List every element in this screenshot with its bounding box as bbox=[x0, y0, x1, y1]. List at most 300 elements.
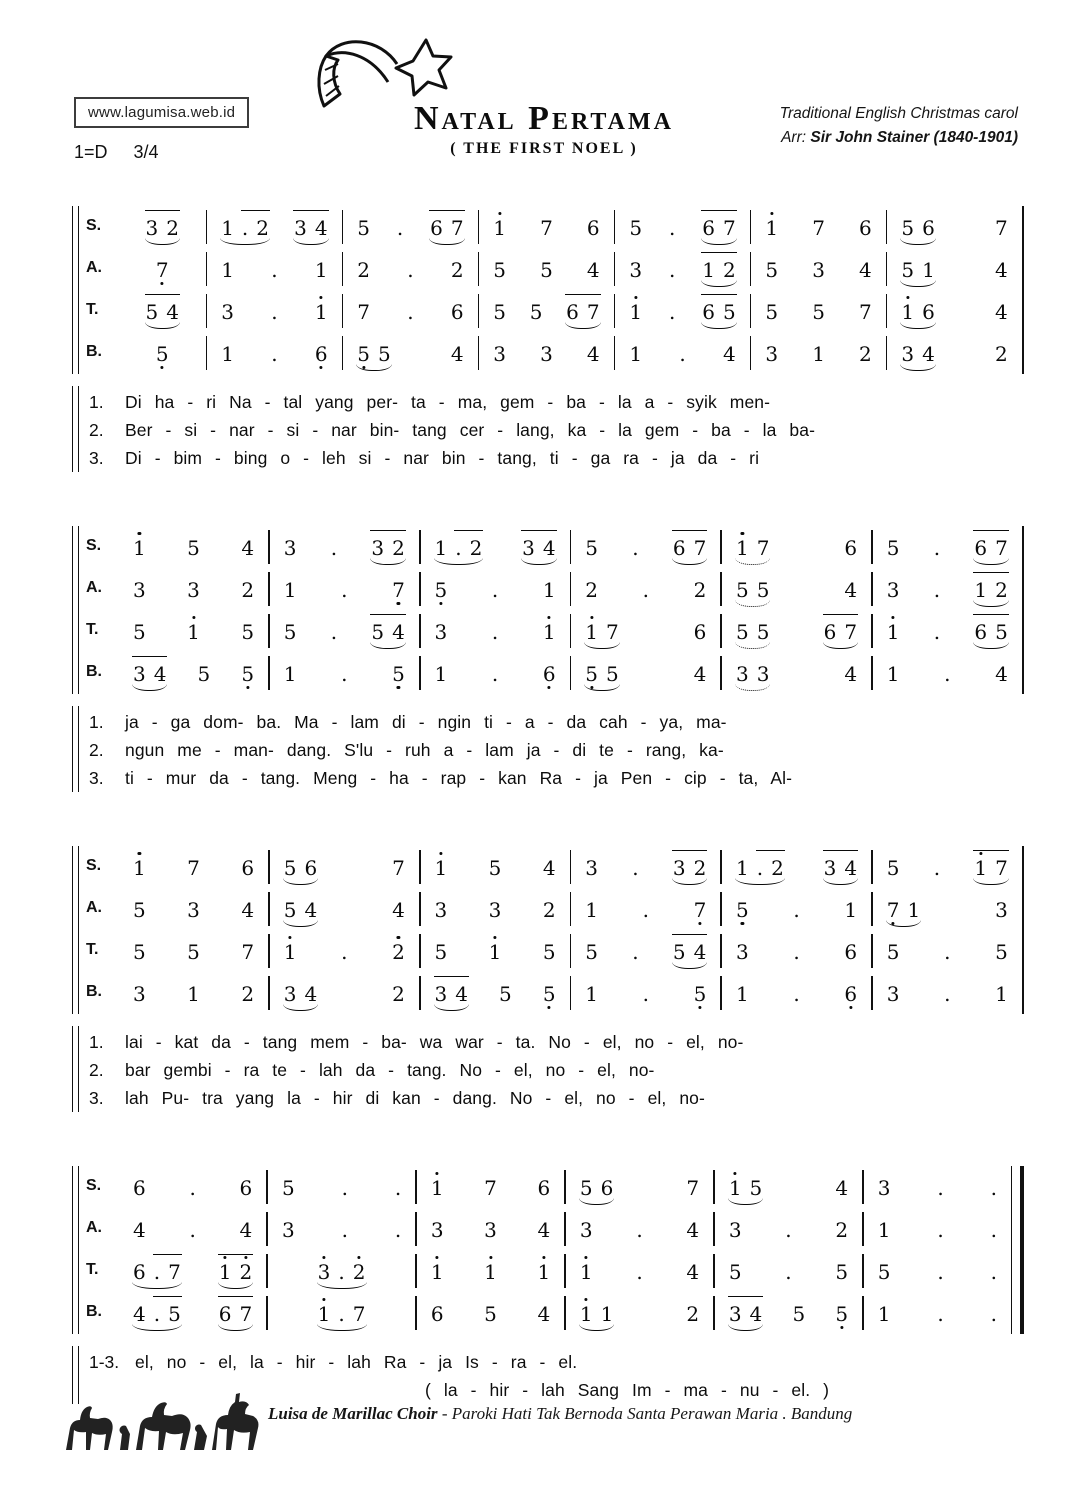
lyric-row bbox=[79, 1348, 1024, 1376]
beat-group bbox=[241, 942, 254, 962]
measure bbox=[417, 1208, 564, 1250]
beat-group bbox=[694, 984, 707, 1004]
lyrics-block bbox=[72, 706, 1024, 792]
beat-group bbox=[694, 580, 707, 600]
beat-group bbox=[357, 344, 390, 364]
note: 6 bbox=[844, 982, 858, 1006]
measure bbox=[119, 206, 206, 248]
beat-group bbox=[901, 260, 934, 280]
voice-label: A. bbox=[86, 259, 102, 276]
note: . bbox=[990, 1218, 998, 1242]
note: 2 bbox=[835, 1218, 849, 1242]
beat-group bbox=[431, 1262, 444, 1282]
note: 5 bbox=[995, 940, 1008, 964]
note: 5 bbox=[995, 620, 1008, 644]
note: 1 bbox=[283, 662, 297, 686]
beat-group bbox=[736, 984, 749, 1004]
beat-group bbox=[341, 942, 347, 962]
measure bbox=[421, 930, 570, 972]
note: . bbox=[642, 982, 649, 1006]
notes-block bbox=[72, 1166, 1024, 1334]
beat-group bbox=[587, 344, 600, 364]
verse-number: 2. bbox=[89, 420, 104, 440]
beam-overline bbox=[973, 614, 1008, 615]
note: 1 bbox=[922, 258, 935, 282]
note: . bbox=[642, 578, 649, 602]
measure bbox=[421, 610, 570, 652]
note: 6 bbox=[974, 620, 988, 644]
note: 1 bbox=[133, 856, 146, 880]
note: 1 bbox=[430, 1260, 444, 1284]
lyrics-start-barline bbox=[72, 386, 79, 472]
beat-group bbox=[901, 344, 934, 364]
note: 6 bbox=[241, 856, 255, 880]
note: 6 bbox=[133, 1260, 146, 1284]
note: 7 bbox=[352, 1302, 366, 1326]
note: 5 bbox=[812, 300, 825, 324]
beat-group bbox=[189, 1178, 195, 1198]
note: 7 bbox=[187, 856, 200, 880]
beam-overline bbox=[454, 530, 483, 531]
beat-group bbox=[729, 1178, 762, 1198]
note: 1 bbox=[317, 1302, 331, 1326]
beat-group bbox=[133, 984, 146, 1004]
beat-group bbox=[729, 1220, 742, 1240]
note: . bbox=[271, 300, 278, 324]
beat-group bbox=[765, 260, 778, 280]
note: 2 bbox=[693, 578, 707, 602]
measure bbox=[566, 1166, 713, 1208]
note: . bbox=[933, 856, 941, 880]
note: . bbox=[407, 300, 414, 324]
beat-group bbox=[284, 858, 317, 878]
measure bbox=[571, 972, 720, 1014]
beat-group bbox=[887, 580, 900, 600]
notes-block bbox=[72, 206, 1024, 374]
note: 2 bbox=[241, 982, 255, 1006]
beat-group bbox=[493, 218, 506, 238]
beat-group bbox=[499, 984, 512, 1004]
note: 6 bbox=[430, 216, 443, 240]
note: 7 bbox=[540, 216, 553, 240]
beat-group bbox=[241, 580, 254, 600]
note: 3 bbox=[281, 1218, 295, 1242]
note: 3 bbox=[877, 1176, 891, 1200]
beat-group bbox=[492, 580, 498, 600]
measure bbox=[479, 206, 613, 248]
measure bbox=[270, 610, 419, 652]
measure bbox=[343, 248, 477, 290]
beat-group bbox=[492, 664, 498, 684]
note: 3 bbox=[133, 662, 146, 686]
score bbox=[72, 206, 1024, 1458]
note: . bbox=[341, 1176, 348, 1200]
beat-group bbox=[451, 302, 464, 322]
beam-overline bbox=[823, 614, 858, 615]
note: 7 bbox=[450, 216, 464, 240]
measure bbox=[421, 888, 570, 930]
note: 5 bbox=[542, 982, 556, 1006]
note: . bbox=[330, 620, 338, 644]
measure bbox=[479, 290, 613, 332]
note: . bbox=[990, 1302, 998, 1326]
note: 5 bbox=[488, 856, 502, 880]
beat-group bbox=[392, 942, 405, 962]
beat-group bbox=[765, 344, 778, 364]
lyrics-block bbox=[72, 1026, 1024, 1112]
beat-group bbox=[543, 664, 556, 684]
beat-group bbox=[156, 260, 169, 280]
beat-group bbox=[585, 984, 598, 1004]
measure bbox=[119, 526, 268, 568]
beat-group bbox=[974, 622, 1007, 642]
note: . bbox=[394, 1176, 402, 1200]
beat-group bbox=[395, 1178, 401, 1198]
measure bbox=[417, 1292, 564, 1334]
measure bbox=[268, 1250, 415, 1292]
beam-overline bbox=[293, 210, 328, 211]
note: 7 bbox=[995, 856, 1008, 880]
measure bbox=[571, 610, 720, 652]
note: 5 bbox=[499, 982, 512, 1006]
note: 1 bbox=[187, 982, 200, 1006]
note: 5 bbox=[493, 258, 507, 282]
measure bbox=[566, 1208, 713, 1250]
beat-group bbox=[859, 344, 872, 364]
note: 5 bbox=[901, 216, 915, 240]
beat-group bbox=[484, 1304, 497, 1324]
voice-label: S. bbox=[86, 537, 102, 554]
beat-group bbox=[824, 622, 857, 642]
beat-group bbox=[887, 942, 900, 962]
beat-group bbox=[944, 664, 950, 684]
beat-group bbox=[587, 260, 600, 280]
note: 5 bbox=[585, 536, 598, 560]
note: 5 bbox=[241, 620, 255, 644]
note: 5 bbox=[672, 940, 686, 964]
measure bbox=[119, 332, 206, 374]
beat-group bbox=[835, 1304, 848, 1324]
note: 3 bbox=[756, 662, 770, 686]
verse-number: 1. bbox=[89, 1032, 104, 1052]
beat-group bbox=[765, 218, 778, 238]
note: 5 bbox=[756, 620, 770, 644]
lyric-text: ti - mur da - tang. Meng - ha - rap - kan Ra - ja Pen - cip - ta, Al- bbox=[125, 768, 793, 788]
beat-group bbox=[371, 538, 404, 558]
beam-overline bbox=[672, 530, 707, 531]
beat-group bbox=[489, 942, 502, 962]
beat-group bbox=[736, 942, 749, 962]
beam-overline bbox=[145, 210, 180, 211]
lyrics-start-barline bbox=[72, 1026, 79, 1112]
beat-group bbox=[937, 1178, 943, 1198]
note: 1 bbox=[844, 898, 858, 922]
beam-overline bbox=[973, 572, 1008, 573]
note: 6 bbox=[218, 1302, 232, 1326]
measure bbox=[270, 652, 419, 694]
beam-overline bbox=[973, 530, 1008, 531]
beat-group bbox=[723, 344, 736, 364]
footer-credit bbox=[268, 1404, 852, 1424]
beat-group bbox=[991, 1178, 997, 1198]
note: 1 bbox=[430, 1176, 444, 1200]
beat-group bbox=[133, 664, 166, 684]
beat-group bbox=[133, 942, 146, 962]
note: 1 bbox=[886, 662, 900, 686]
system bbox=[72, 1166, 1024, 1404]
voice-row bbox=[79, 888, 1022, 930]
beat-group bbox=[241, 858, 254, 878]
note: 4 bbox=[304, 898, 318, 922]
note: 7 bbox=[484, 1176, 497, 1200]
beat-group bbox=[241, 984, 254, 1004]
lyric-text: Di - bim - bing o - leh si - nar bin - tang, ti - ga ra - ja da - ri bbox=[125, 448, 760, 468]
beat-group bbox=[736, 900, 749, 920]
verse-number: 1-3. bbox=[89, 1352, 120, 1372]
beat-group bbox=[636, 1262, 642, 1282]
note: 6 bbox=[586, 216, 600, 240]
voice-label: A. bbox=[86, 579, 102, 596]
beat-group bbox=[729, 1262, 742, 1282]
note: 7 bbox=[693, 536, 707, 560]
beat-group bbox=[284, 900, 317, 920]
measure bbox=[722, 930, 871, 972]
measure bbox=[751, 248, 885, 290]
beat-group bbox=[294, 218, 327, 238]
voice-label: A. bbox=[86, 1219, 102, 1236]
note: 5 bbox=[133, 898, 146, 922]
note: 5 bbox=[886, 856, 900, 880]
measure bbox=[715, 1250, 862, 1292]
note: 3 bbox=[145, 216, 159, 240]
note: 1 bbox=[221, 216, 234, 240]
note: 5 bbox=[835, 1260, 849, 1284]
beat-group bbox=[673, 858, 706, 878]
beam-overline bbox=[132, 656, 167, 657]
note: 2 bbox=[995, 342, 1008, 366]
note: . bbox=[668, 300, 676, 324]
note: . bbox=[944, 982, 951, 1006]
beat-group bbox=[793, 942, 799, 962]
note: 5 bbox=[540, 258, 553, 282]
note: . bbox=[491, 662, 499, 686]
system-end-barline bbox=[1022, 526, 1024, 694]
beat-group bbox=[435, 900, 448, 920]
beat-group bbox=[187, 900, 200, 920]
note: . bbox=[679, 342, 686, 366]
measure bbox=[119, 930, 268, 972]
measure bbox=[887, 206, 1021, 248]
measure bbox=[270, 930, 419, 972]
measure bbox=[873, 930, 1022, 972]
note: 5 bbox=[392, 662, 405, 686]
beat-group bbox=[694, 900, 707, 920]
beat-group bbox=[793, 900, 799, 920]
note: 6 bbox=[672, 536, 686, 560]
note: 1 bbox=[812, 342, 825, 366]
measure bbox=[571, 888, 720, 930]
note: 4 bbox=[859, 258, 872, 282]
note: 1 bbox=[221, 342, 234, 366]
beat-group bbox=[785, 1220, 791, 1240]
beat-group bbox=[146, 302, 179, 322]
note: . bbox=[944, 940, 951, 964]
beat-group bbox=[357, 302, 370, 322]
beat-group bbox=[133, 900, 146, 920]
beat-group bbox=[451, 260, 464, 280]
note: 6 bbox=[430, 1302, 444, 1326]
measure bbox=[722, 610, 871, 652]
beat-group bbox=[543, 622, 556, 642]
beat-group bbox=[484, 1178, 497, 1198]
voice-row bbox=[79, 332, 1022, 374]
measure bbox=[270, 972, 419, 1014]
note: 2 bbox=[585, 578, 598, 602]
note: 4 bbox=[835, 1176, 849, 1200]
note: . bbox=[793, 940, 800, 964]
lyric-row bbox=[79, 1084, 1024, 1112]
voice-row bbox=[79, 1292, 1011, 1334]
note: 3 bbox=[886, 578, 900, 602]
measure bbox=[864, 1292, 1011, 1334]
lyric-row bbox=[79, 416, 1024, 444]
beat-group bbox=[844, 664, 857, 684]
beat-group bbox=[530, 302, 543, 322]
note: 7 bbox=[722, 216, 736, 240]
note: 2 bbox=[392, 940, 405, 964]
note: 5 bbox=[241, 662, 255, 686]
beam-overline bbox=[218, 1296, 253, 1297]
note: 6 bbox=[537, 1176, 551, 1200]
note: 1 bbox=[765, 216, 779, 240]
note: 5 bbox=[283, 898, 297, 922]
note: 3 bbox=[430, 1218, 444, 1242]
note: 4 bbox=[542, 856, 556, 880]
beat-group bbox=[580, 1178, 613, 1198]
note: 7 bbox=[155, 258, 169, 282]
beat-group bbox=[451, 344, 464, 364]
beat-group bbox=[392, 664, 405, 684]
note: 1 bbox=[736, 982, 749, 1006]
beat-group bbox=[540, 218, 553, 238]
verse-number: 2. bbox=[89, 740, 104, 760]
beat-group bbox=[537, 1262, 550, 1282]
note: 5 bbox=[693, 982, 707, 1006]
measure bbox=[722, 888, 871, 930]
beat-group bbox=[133, 1262, 181, 1282]
note: 7 bbox=[586, 300, 600, 324]
beat-group bbox=[241, 664, 254, 684]
note: 6 bbox=[450, 300, 464, 324]
beat-group bbox=[585, 622, 618, 642]
measure bbox=[715, 1166, 862, 1208]
credit-arranger: Arr: Sir John Stainer (1840-1901) bbox=[781, 129, 1018, 147]
beat-group bbox=[189, 1220, 195, 1240]
beam-overline bbox=[521, 530, 556, 531]
note: 7 bbox=[859, 300, 872, 324]
beat-group bbox=[991, 1220, 997, 1240]
beat-group bbox=[995, 218, 1008, 238]
note: . bbox=[632, 856, 639, 880]
verse-number: 1. bbox=[89, 712, 104, 732]
note: 3 bbox=[484, 1218, 497, 1242]
note: 5 bbox=[493, 300, 507, 324]
note: 4 bbox=[542, 536, 556, 560]
beat-group bbox=[736, 622, 769, 642]
beat-group bbox=[284, 984, 317, 1004]
beat-group bbox=[187, 942, 200, 962]
note: 1 bbox=[434, 536, 448, 560]
beat-group bbox=[736, 858, 784, 878]
beam-overline bbox=[145, 294, 180, 295]
measure bbox=[270, 568, 419, 610]
beat-group bbox=[392, 900, 405, 920]
beat-group bbox=[537, 1304, 550, 1324]
beat-group bbox=[632, 858, 638, 878]
lyric-text: ( la - hir - lah Sang Im - ma - nu - el. ) bbox=[425, 1380, 830, 1400]
measure bbox=[615, 290, 749, 332]
beat-group bbox=[489, 900, 502, 920]
note: 3 bbox=[371, 536, 385, 560]
voice-label: T. bbox=[86, 1261, 99, 1278]
verse-number: 3. bbox=[89, 1088, 104, 1108]
beat-group bbox=[835, 1220, 848, 1240]
note: 2 bbox=[241, 578, 255, 602]
beat-group bbox=[537, 1178, 550, 1198]
note: 3 bbox=[283, 982, 297, 1006]
beat-group bbox=[785, 1262, 791, 1282]
beat-group bbox=[484, 1220, 497, 1240]
beat-group bbox=[566, 302, 599, 322]
note: . bbox=[338, 1260, 345, 1284]
lyric-row bbox=[79, 1056, 1024, 1084]
beat-group bbox=[629, 302, 642, 322]
note: 2 bbox=[722, 258, 736, 282]
note: 2 bbox=[693, 856, 707, 880]
beat-group bbox=[133, 580, 146, 600]
note: 5 bbox=[542, 940, 556, 964]
note: 4 bbox=[844, 856, 858, 880]
note: 1 bbox=[434, 662, 448, 686]
note: . bbox=[990, 1260, 998, 1284]
beat-group bbox=[284, 664, 297, 684]
beat-group bbox=[282, 1178, 295, 1198]
beam-overline bbox=[241, 210, 270, 211]
measure bbox=[207, 248, 341, 290]
beat-group bbox=[133, 538, 146, 558]
note: 5 bbox=[197, 662, 211, 686]
beat-group bbox=[284, 622, 297, 642]
note: 6 bbox=[859, 216, 872, 240]
note: 4 bbox=[693, 662, 707, 686]
note: 6 bbox=[974, 536, 988, 560]
choir-name: Luisa de Marillac Choir bbox=[268, 1404, 438, 1423]
beat-group bbox=[669, 218, 675, 238]
note: 1 bbox=[493, 216, 507, 240]
note: 3 bbox=[728, 1302, 742, 1326]
beat-group bbox=[431, 1220, 444, 1240]
voice-row bbox=[79, 526, 1022, 568]
credits bbox=[780, 102, 1018, 150]
measure bbox=[421, 526, 570, 568]
lyric-text: Di ha - ri Na - tal yang per- ta - ma, gem - ba - la a - syik men- bbox=[125, 392, 771, 412]
note: 2 bbox=[256, 216, 270, 240]
beat-group bbox=[357, 260, 370, 280]
beat-group bbox=[643, 900, 649, 920]
system-start-barline bbox=[72, 526, 79, 694]
measure bbox=[207, 290, 341, 332]
beat-group bbox=[221, 302, 234, 322]
